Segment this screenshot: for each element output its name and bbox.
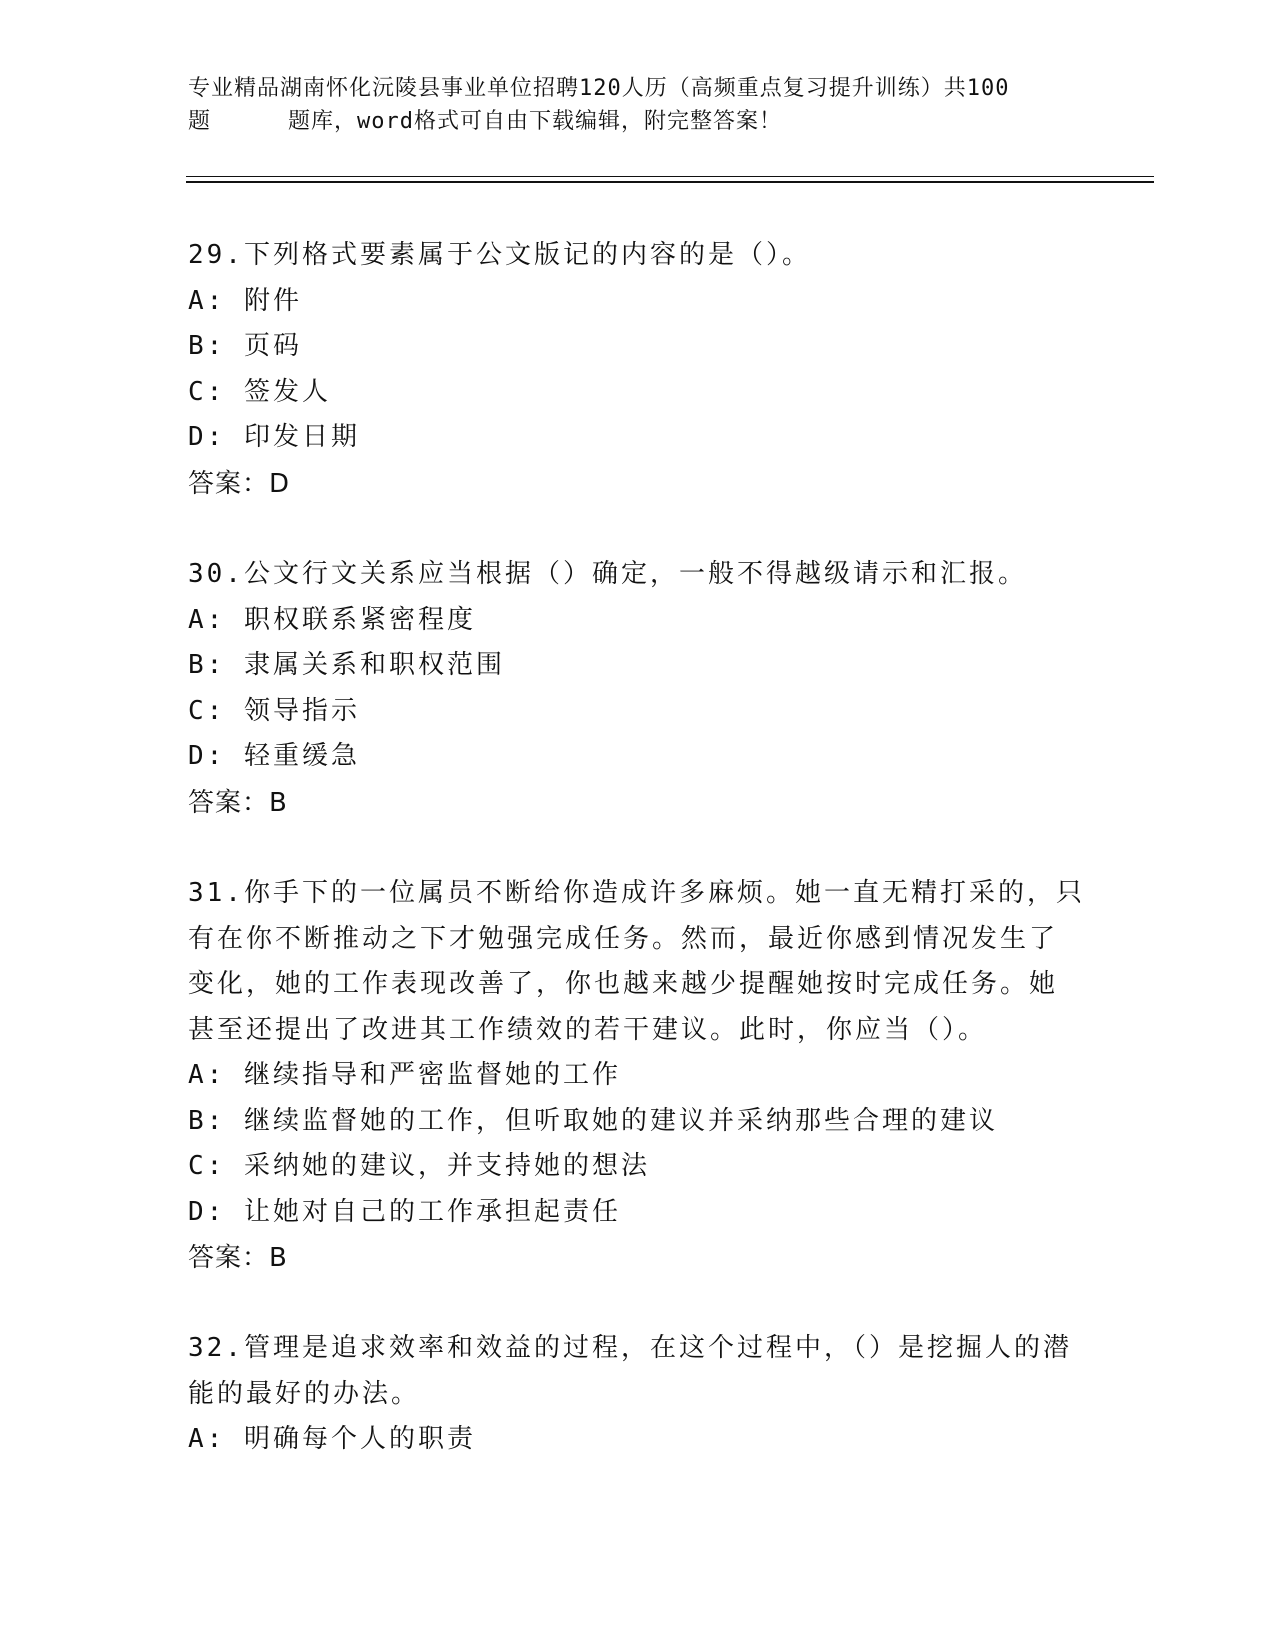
option-d: D: 让她对自己的工作承担起责任 [188,1196,621,1227]
question-29 [188,233,1088,507]
header-line2-right: 题库，word格式可自由下载编辑，附完整答案！ [288,109,782,134]
option-c: C: 签发人 [188,376,331,407]
option-b: B: 隶属关系和职权范围 [188,650,505,680]
option-a: A: 附件 [188,285,302,316]
question-stem: 30.公文行文关系应当根据（）确定，一般不得越级请示和汇报。 [188,559,1027,589]
answer: 答案：B [188,1243,288,1273]
header-title-line2 [188,105,1088,138]
option-d: D: 印发日期 [188,422,360,452]
question-32 [188,1326,1088,1463]
question-stem-line: 有在你不断推动之下才勉强完成任务。然而，最近你感到情况发生了 [188,923,1059,954]
header-divider-top [186,176,1154,177]
header-line2-left: 题 [188,109,212,134]
answer: 答案：B [188,787,288,818]
header-title-line1: 专业精品湖南怀化沅陵县事业单位招聘120人历（高频重点复习提升训练）共100 [188,76,1010,101]
option-a: A: 明确每个人的职责 [188,1424,476,1454]
question-stem-line: 能的最好的办法。 [188,1378,421,1409]
question-stem-line: 变化，她的工作表现改善了，你也越来越少提醒她按时完成任务。她 [188,969,1059,999]
question-stem-line: 32.管理是追求效率和效益的过程，在这个过程中，（）是挖掘人的潜 [188,1333,1072,1363]
document-header [188,72,1088,138]
answer: 答案：D [188,468,291,499]
option-b: B: 继续监督她的工作，但听取她的建议并采纳那些合理的建议 [188,1105,998,1136]
question-stem-line: 31.你手下的一位属员不断给你造成许多麻烦。她一直无精打采的，只 [188,878,1085,908]
option-b: B: 页码 [188,331,302,361]
option-d: D: 轻重缓急 [188,741,360,771]
option-c: C: 领导指示 [188,695,360,726]
option-c: C: 采纳她的建议，并支持她的想法 [188,1151,650,1181]
question-31 [188,871,1088,1281]
question-stem: 29.下列格式要素属于公文版记的内容的是（）。 [188,240,811,270]
question-stem-line: 甚至还提出了改进其工作绩效的若干建议。此时，你应当（）。 [188,1014,988,1045]
question-30 [188,552,1088,826]
header-divider-bottom [186,181,1154,183]
option-a: A: 继续指导和严密监督她的工作 [188,1060,621,1090]
option-a: A: 职权联系紧密程度 [188,604,476,635]
